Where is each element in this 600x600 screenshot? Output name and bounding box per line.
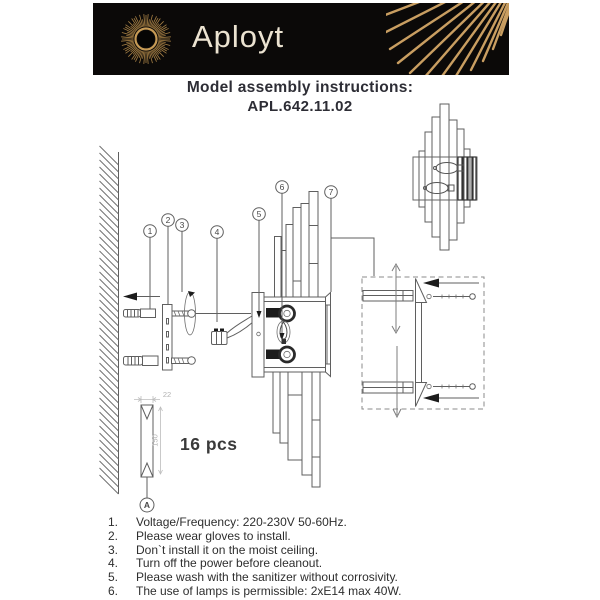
lamp-body bbox=[252, 293, 331, 378]
callout-7: 7 bbox=[328, 187, 334, 197]
instruction-number: 4. bbox=[108, 556, 119, 571]
instruction-number: 3. bbox=[108, 542, 119, 557]
instruction-text: Turn off the power before cleanout. bbox=[136, 556, 323, 571]
banner-fan-decoration bbox=[386, 3, 509, 75]
callout-5: 5 bbox=[256, 209, 262, 219]
height-dimension: 150 bbox=[150, 434, 160, 447]
callout-2: 2 bbox=[165, 215, 171, 225]
callout-1: 1 bbox=[147, 226, 153, 236]
instruction-number: 1. bbox=[108, 515, 119, 529]
instruction-text: Please wear gloves to install. bbox=[136, 528, 291, 543]
rod-detail-a bbox=[134, 390, 171, 512]
wire-connector bbox=[212, 316, 254, 345]
anchor-screw-row-2 bbox=[124, 356, 196, 366]
wall-section bbox=[100, 146, 119, 494]
sunburst-logo-icon bbox=[110, 3, 182, 75]
callout-4: 4 bbox=[214, 227, 220, 237]
instruction-number: 6. bbox=[108, 583, 119, 598]
quantity-label: 16 pcs bbox=[180, 434, 238, 454]
instruction-text: Voltage/Frequency: 220-230V 50-60Hz. bbox=[136, 515, 347, 529]
instruction-item bbox=[108, 530, 578, 544]
push-arrow bbox=[123, 293, 160, 301]
instruction-number: 2. bbox=[108, 528, 119, 543]
callout-3: 3 bbox=[179, 220, 185, 230]
brand-banner bbox=[93, 3, 509, 75]
instruction-text: Don`t install it on the moist ceiling. bbox=[136, 542, 319, 557]
brand-logo-text: Aployt bbox=[192, 19, 285, 55]
rod-mount-detail bbox=[362, 264, 484, 417]
width-dimension: 22 bbox=[162, 390, 172, 399]
page-title: Model assembly instructions: bbox=[186, 79, 414, 96]
assembly-diagram bbox=[85, 140, 510, 515]
instruction-item bbox=[108, 544, 578, 558]
sunburst-center bbox=[138, 31, 155, 48]
instructions-list bbox=[108, 516, 578, 599]
detail-screws bbox=[433, 294, 475, 390]
instruction-item bbox=[108, 516, 578, 530]
callout-6: 6 bbox=[279, 182, 285, 192]
detail-slide-arrows bbox=[392, 264, 401, 417]
model-number: APL.642.11.02 bbox=[247, 98, 353, 115]
mounting-bracket bbox=[163, 305, 173, 371]
instruction-item bbox=[108, 557, 578, 571]
instruction-item bbox=[108, 571, 578, 585]
instruction-text: Please wash with the sanitizer without corrosivity. bbox=[136, 570, 398, 585]
detail-label: A bbox=[143, 500, 151, 510]
instruction-number: 5. bbox=[108, 570, 119, 585]
rods-upper bbox=[275, 192, 319, 298]
instruction-text: The use of lamps is permissible: 2xE14 max 40W. bbox=[136, 583, 402, 598]
rods-lower bbox=[273, 372, 320, 487]
instruction-item bbox=[108, 585, 578, 599]
